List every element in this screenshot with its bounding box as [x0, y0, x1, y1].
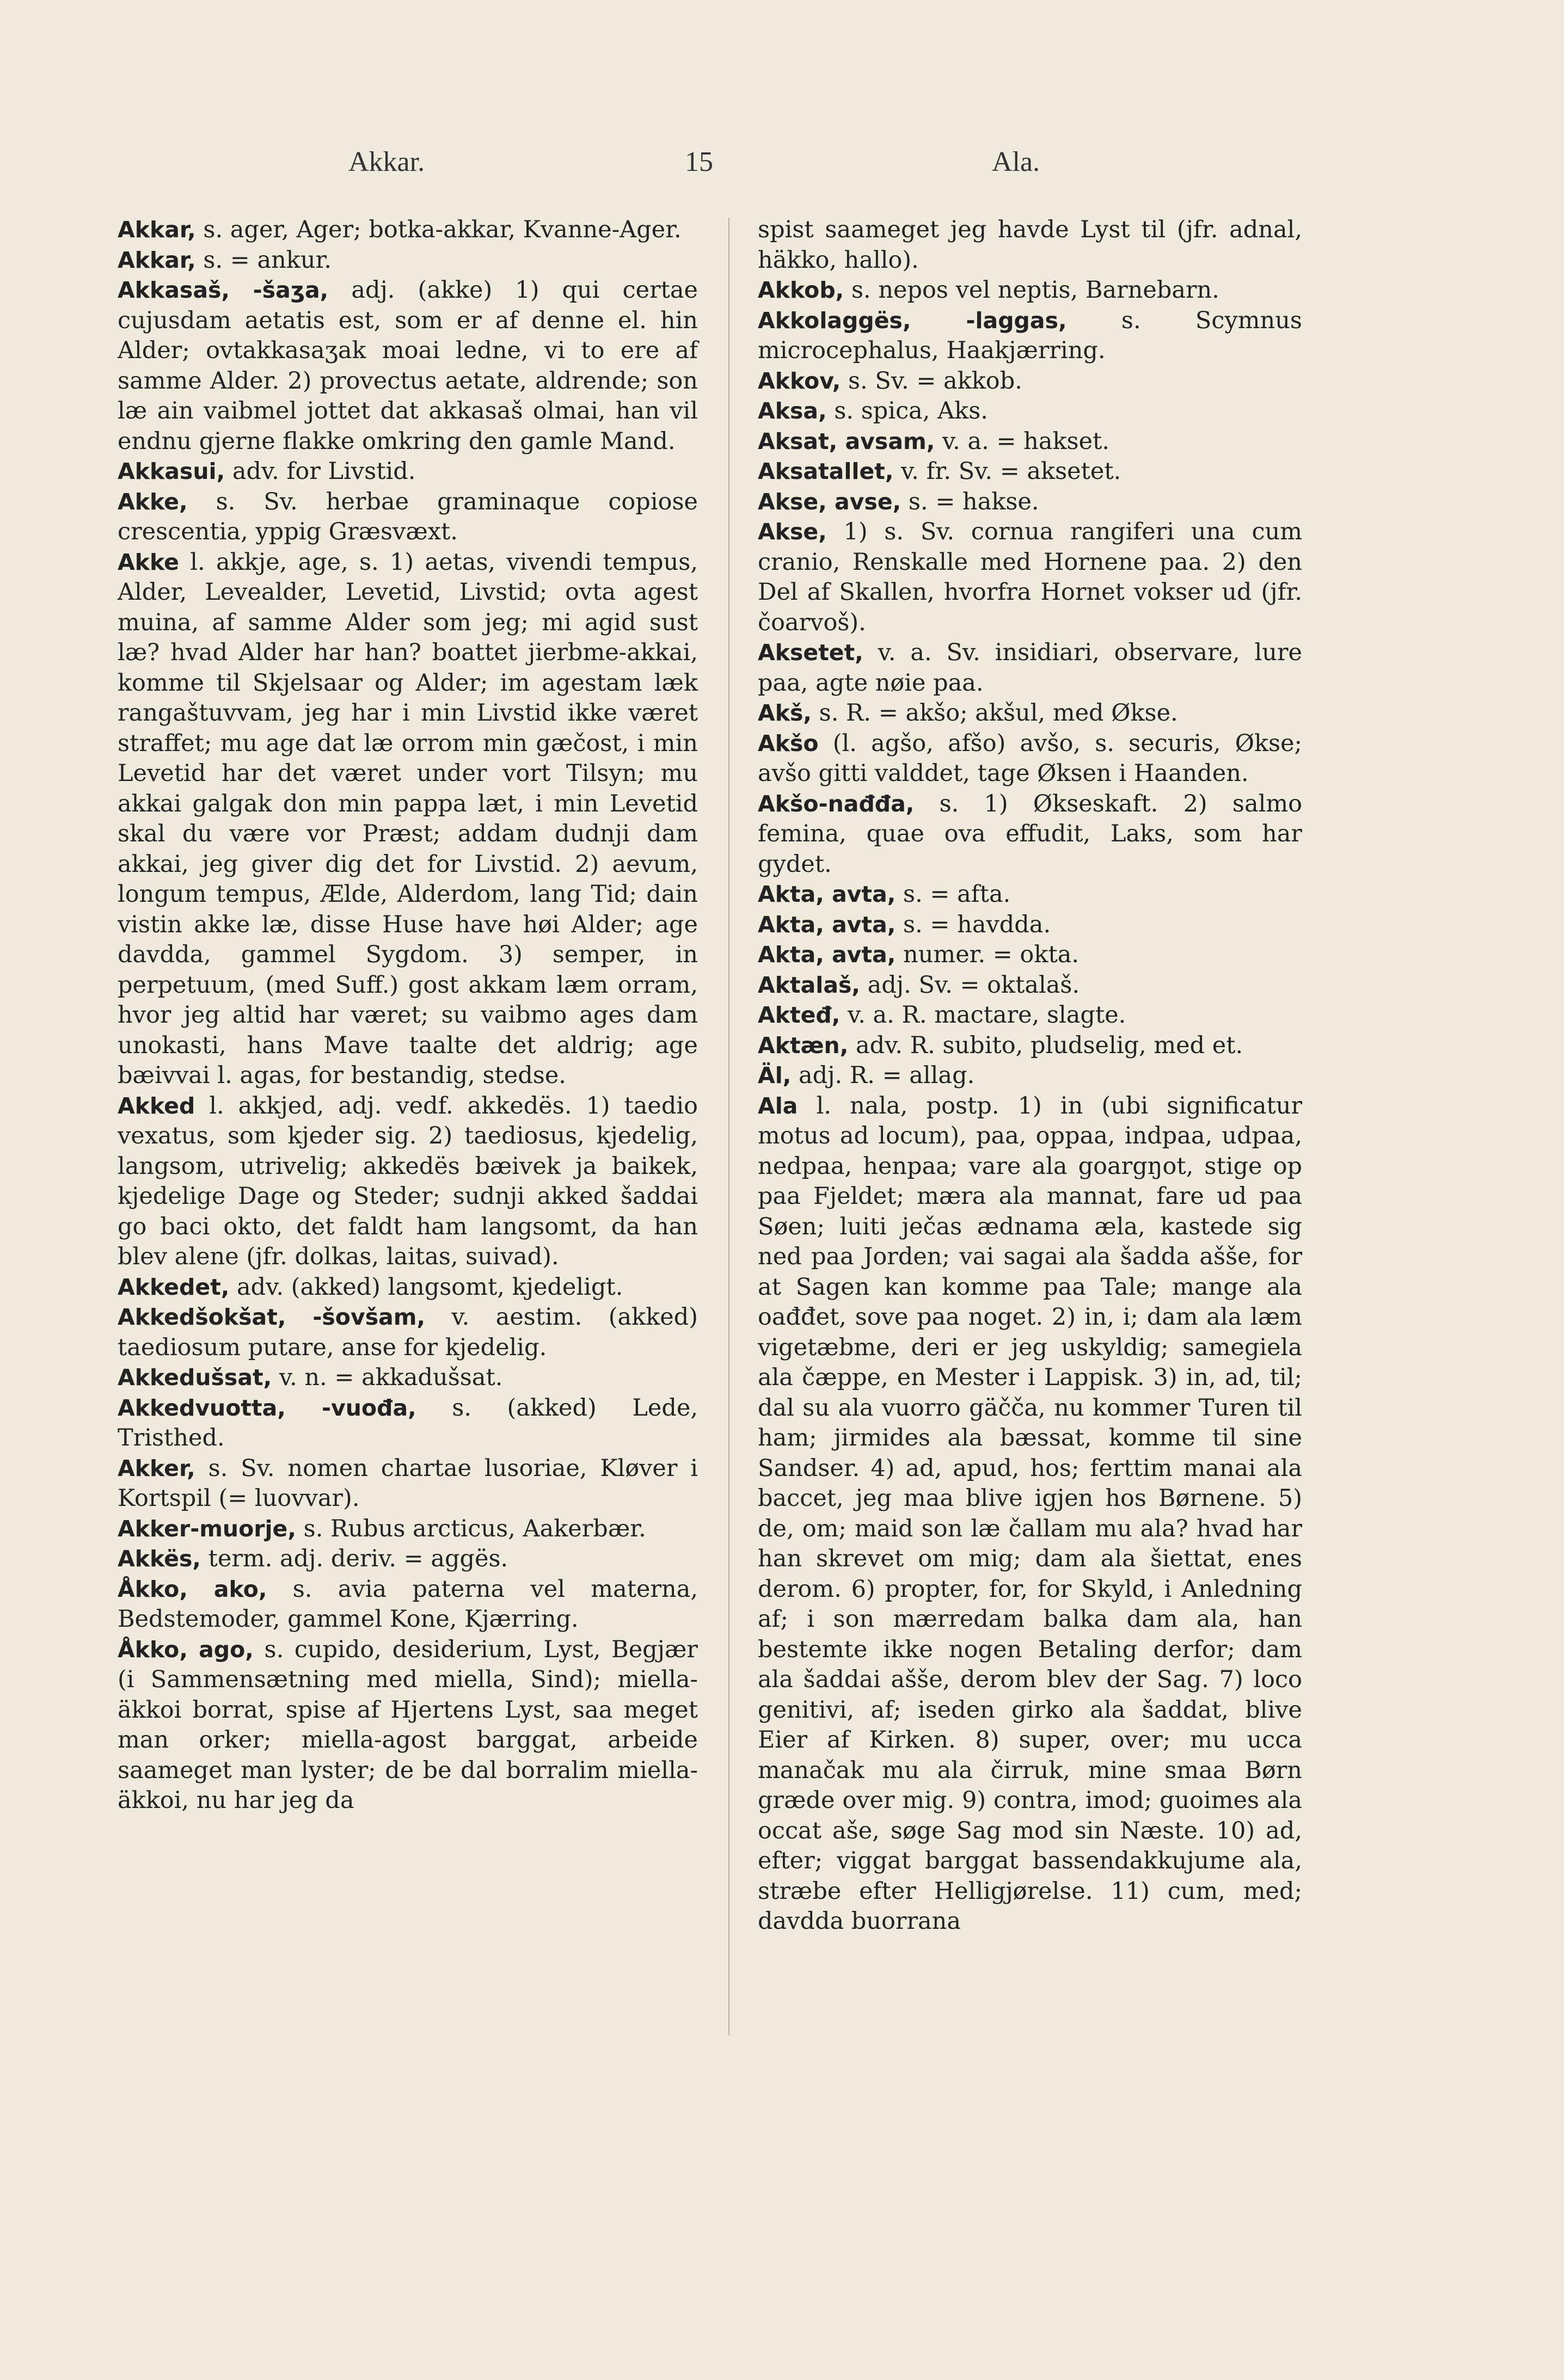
- dictionary-entry: [758, 396, 1302, 427]
- dictionary-entry: [758, 1061, 1302, 1091]
- header-right-guide-word: Ala.: [992, 146, 1040, 177]
- page-number: 15: [685, 146, 713, 177]
- dictionary-entry: [758, 970, 1302, 1001]
- entry-headword: Aksat, avsam,: [758, 428, 935, 454]
- dictionary-entry: [758, 1031, 1302, 1061]
- entry-headword: Akšo-nađđa,: [758, 790, 915, 817]
- dictionary-entry: [118, 1544, 698, 1575]
- dictionary-entry: [118, 1454, 698, 1514]
- left-column: [118, 215, 698, 1816]
- entry-headword: Akkob,: [758, 277, 844, 303]
- dictionary-entry: [758, 638, 1302, 698]
- entry-headword: Åkko, ago,: [118, 1636, 254, 1663]
- entry-headword: Akker,: [118, 1455, 195, 1481]
- dictionary-entry: [118, 1635, 698, 1816]
- entry-definition: adv. for Livstid.: [232, 458, 416, 485]
- entry-headword: Akker-muorje,: [118, 1515, 296, 1542]
- entry-headword: Äl,: [758, 1062, 792, 1088]
- entry-headword: Akkar,: [118, 217, 196, 243]
- dictionary-entry: [758, 880, 1302, 910]
- dictionary-entry: [758, 940, 1302, 970]
- entry-headword: Akta, avta,: [758, 942, 896, 968]
- dictionary-entry: [118, 1272, 698, 1303]
- entry-headword: Akkedvuotta, -vuođa,: [118, 1394, 416, 1421]
- entry-definition: s. (akked) Lede, Tristhed.: [118, 1394, 698, 1452]
- entry-definition: v. a. Sv. insidiari, observare, lure paa, agte nøie paa.: [758, 639, 1302, 697]
- entry-headword: Akkasaš, -šaӡa,: [118, 277, 329, 303]
- dictionary-entry: [118, 1393, 698, 1454]
- entry-headword: Akkedšokšat, -šovšam,: [118, 1304, 426, 1330]
- dictionary-entry: [758, 910, 1302, 940]
- dictionary-entry: [118, 487, 698, 548]
- entry-headword: Aksa,: [758, 398, 827, 424]
- entry-headword: Aksatallet,: [758, 458, 894, 484]
- dictionary-entry: [758, 729, 1302, 789]
- entry-headword: Akked: [118, 1092, 195, 1119]
- entry-headword: Akke,: [118, 488, 188, 515]
- entry-headword: Akšo: [758, 730, 819, 757]
- dictionary-entry: [758, 1000, 1302, 1031]
- entry-definition: l. akkjed, adj. vedf. akkedës. 1) taedio vexatus, som kjeder sig. 2) taediosus, kjedelig, langsom, utrivelig; akkedës bæivek ja baikek, kjedelige Dage og Steder; sudnji akked šaddai go baci okto, det faldt ham langsomt, da han blev alene (jfr. dolkas, laitas, suivad).: [118, 1092, 698, 1270]
- entry-headword: Akkedet,: [118, 1274, 230, 1300]
- dictionary-entry: [758, 789, 1302, 880]
- dictionary-entry: [118, 275, 698, 457]
- dictionary-entry: [118, 1514, 698, 1545]
- entry-definition: s. Scymnus microcephalus, Haakjærring.: [758, 306, 1302, 364]
- dictionary-entry: [118, 1302, 698, 1363]
- entry-headword: Akkar,: [118, 247, 196, 273]
- entry-definition: s. Sv. herbae graminaque copiose crescentia, yppig Græsvæxt.: [118, 488, 698, 545]
- dictionary-entry: [758, 1091, 1302, 1937]
- entry-headword: Akkedušsat,: [118, 1364, 272, 1391]
- entry-headword: Akse, avse,: [758, 488, 901, 515]
- dictionary-entry: [758, 427, 1302, 457]
- dictionary-entry: [118, 1363, 698, 1393]
- entry-headword: Akteđ,: [758, 1002, 841, 1028]
- entry-definition: s. 1) Økseskaft. 2) salmo femina, quae ova effudit, Laks, som har gydet.: [758, 790, 1302, 878]
- entry-headword: Akta, avta,: [758, 911, 896, 938]
- dictionary-entry: [758, 215, 1302, 275]
- dictionary-entry: [118, 457, 698, 487]
- entry-definition: adv. (akked) langsomt, kjedeligt.: [236, 1273, 623, 1301]
- entry-headword: Aktalaš,: [758, 971, 860, 998]
- entry-definition: v. a. = hakset.: [942, 427, 1109, 455]
- entry-headword: Ala: [758, 1092, 798, 1119]
- entry-definition: adj. Sv. = oktalaš.: [867, 971, 1080, 999]
- entry-headword: Akse,: [758, 519, 827, 545]
- dictionary-entry: [118, 1575, 698, 1635]
- entry-definition: s. = ankur.: [203, 246, 332, 274]
- entry-definition: s. = afta.: [903, 881, 1011, 908]
- dictionary-entry: [758, 457, 1302, 487]
- entry-definition: s. cupido, desiderium, Lyst, Begjær (i Sammensætning med miella, Sind); miella-äkkoi borrat, spise af Hjertens Lyst, saa meget man orker; miella-agost barggat, arbeide saameget man lyster; de be dal borralim miella-äkkoi, nu har jeg da: [118, 1635, 698, 1814]
- entry-headword: Åkko, ako,: [118, 1576, 267, 1602]
- dictionary-entry: [758, 487, 1302, 518]
- dictionary-entry: [758, 306, 1302, 366]
- entry-definition: s. Sv. nomen chartae lusoriae, Kløver i Kortspil (= luovvar).: [118, 1454, 698, 1512]
- entry-headword: Akkov,: [758, 367, 841, 394]
- entry-definition: adv. R. subito, pludselig, med et.: [856, 1031, 1243, 1059]
- entry-definition: l. akkje, age, s. 1) aetas, vivendi tempus, Alder, Levealder, Levetid, Livstid; ovta agest muina, af samme Alder som jeg; mi agid sust læ? hvad Alder har han? boattet jierbme-akkai, komme til Skjelsaar og Alder; im agestam læk rangaštuvvam, jeg har i min Livstid ikke været straffet; mu age dat læ orrom min gæčost, i min Levetid har det været under vort Tilsyn; mu akkai galgak don min pappa læt, i min Levetid skal du være vor Præst; addam dudnji dam akkai, jeg giver dig det for Livstid. 2) aevum, longum tempus, Ælde, Alderdom, lang Tid; dain vistin akke læ, disse Huse have høi Alder; age davdda, gammel Sygdom. 3) semper, in perpetuum, (med Suff.) gost akkam læm orram, hvor jeg altid har været; su vaibmo ages dam unokasti, hans Mave taalte det aldrig; age bæivvai l. agas, for bestandig, stedse.: [118, 548, 698, 1089]
- entry-definition: v. fr. Sv. = aksetet.: [901, 458, 1121, 485]
- entry-definition: s. spica, Aks.: [834, 397, 988, 425]
- entry-headword: Aksetet,: [758, 639, 863, 666]
- entry-definition: v. n. = akkadušsat.: [279, 1364, 503, 1391]
- header-left-guide-word: Akkar.: [348, 146, 425, 177]
- entry-definition: s. Sv. = akkob.: [848, 367, 1022, 395]
- entry-definition: adj. R. = allag.: [799, 1062, 975, 1089]
- entry-definition: (l. agšo, afšo) avšo, s. securis, Økse; avšo gitti valddet, tage Øksen i Haanden.: [758, 729, 1302, 787]
- entry-definition: s. = havdda.: [903, 911, 1051, 938]
- entry-headword: Akkolaggës, -laggas,: [758, 307, 1067, 334]
- running-head: [0, 146, 1564, 200]
- entry-headword: Akta, avta,: [758, 881, 896, 907]
- entry-definition: l. nala, postp. 1) in (ubi significatur motus ad locum), paa, oppaa, indpaa, udpaa, nedpaa, henpaa; vare ala goargŋot, stige op paa Fjeldet; mæra ala mannat, fare ud paa Søen; luiti ječas ædnama æla, kastede sig ned paa Jorden; vai sagai ala šadda ašše, for at Sagen kan komme paa Tale; mange ala oađđet, sove paa noget. 2) in, i; dam ala læm vigetæbme, deri er jeg uskyldig; samegiela ala čæppe, en Mester i Lappisk. 3) in, ad, til; dal su ala vuorro gäčča, nu kommer Turen til ham; jirmides ala bæssat, komme til sine Sandser. 4) ad, apud, hos; ferttim manai ala baccet, jeg maa blive igjen hos Børnene. 5) de, om; maid son læ čallam mu ala? hvad har han skrevet om mig; dam ala šiettat, enes derom. 6) propter, for, for Skyld, i Anledning af; i son mærredam balka dam ala, han bestemte ikke nogen Betaling derfor; dam ala šaddai ašše, derom blev der Sag. 7) loco genitivi, af; iseden girko ala šaddat, blive Eier af Kirken. 8) super, over; mu ucca manačak mu ala čirruk, mine smaa Børn græde over mig. 9) contra, imod; guoimes ala occat aše, søge Sag mod sin Næste. 10) ad, efter; viggat barggat bassendakkujume ala, stræbe efter Helligjørelse. 11) cum, med; davdda buorrana: [758, 1092, 1302, 1935]
- entry-definition: term. adj. deriv. = aggës.: [208, 1545, 508, 1572]
- entry-definition: spist saameget jeg havde Lyst til (jfr. adnal, häkko, hallo).: [758, 216, 1302, 274]
- entry-headword: Akš,: [758, 700, 812, 726]
- dictionary-entry: [118, 245, 698, 276]
- dictionary-entry: [118, 1091, 698, 1272]
- right-column: [758, 215, 1302, 1937]
- entry-definition: v. aestim. (akked) taediosum putare, anse for kjedelig.: [118, 1303, 698, 1361]
- dictionary-entry: [758, 275, 1302, 306]
- entry-definition: s. Rubus arcticus, Aakerbær.: [303, 1515, 646, 1542]
- entry-definition: s. R. = akšo; akšul, med Økse.: [819, 699, 1178, 727]
- dictionary-entry: [758, 517, 1302, 638]
- entry-definition: 1) s. Sv. cornua rangiferi una cum cranio, Renskalle med Hornene paa. 2) den Del af Skallen, hvorfra Hornet vokser ud (jfr. čoarvoš).: [758, 518, 1303, 636]
- entry-definition: adj. (akke) 1) qui certae cujusdam aetatis est, som er af denne el. hin Alder; ovtakkasaӡak moai ledne, vi to ere af samme Alder. 2) provectus aetate, aldrende; son læ ain vaibmel jottet dat akkasaš olmai, han vil endnu gjerne flakke omkring den gamle Mand.: [118, 276, 698, 455]
- entry-definition: s. avia paterna vel materna, Bedstemoder, gammel Kone, Kjærring.: [118, 1575, 698, 1633]
- entry-definition: s. ager, Ager; botka-akkar, Kvanne-Ager.: [203, 216, 682, 243]
- column-divider: [728, 218, 729, 2035]
- entry-headword: Akkës,: [118, 1546, 201, 1572]
- dictionary-entry: [118, 548, 698, 1091]
- entry-headword: Akkasui,: [118, 458, 225, 484]
- entry-definition: v. a. R. mactare, slagte.: [848, 1001, 1126, 1029]
- entry-definition: s. nepos vel neptis, Barnebarn.: [851, 276, 1219, 304]
- dictionary-entry: [118, 215, 698, 245]
- entry-definition: s. = hakse.: [908, 488, 1039, 515]
- dictionary-entry: [758, 698, 1302, 729]
- entry-headword: Aktæn,: [758, 1032, 849, 1059]
- entry-definition: numer. = okta.: [903, 941, 1080, 968]
- dictionary-entry: [758, 366, 1302, 397]
- entry-headword: Akke: [118, 549, 179, 575]
